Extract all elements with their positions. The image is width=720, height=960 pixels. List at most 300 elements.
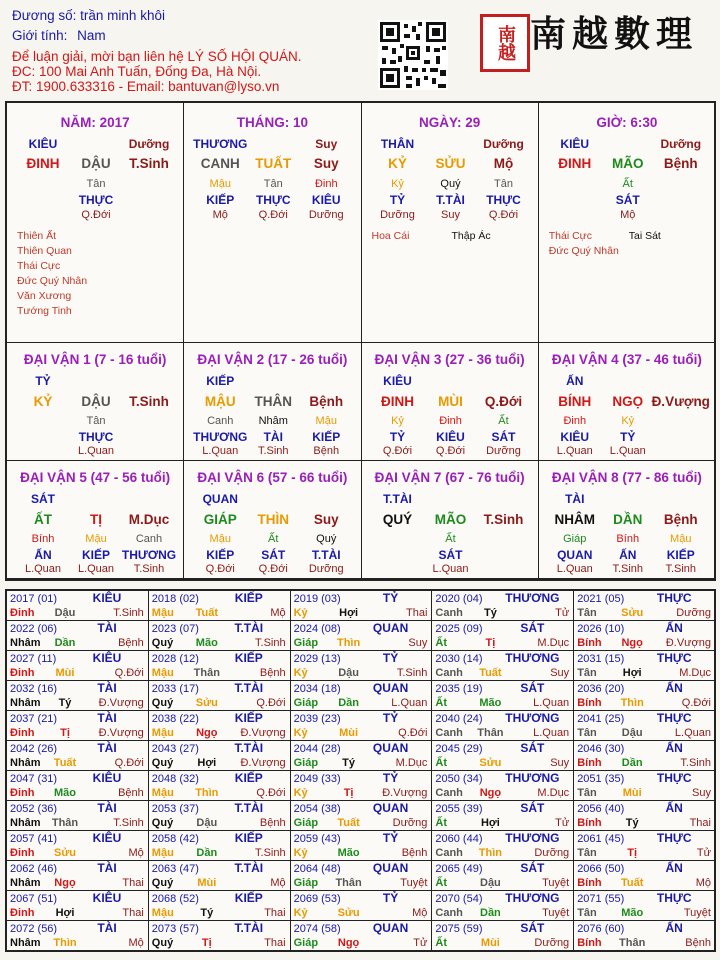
pillar-mid-text: Đ.Vượng: [651, 394, 710, 409]
pillar-sub2-text: SÁT: [615, 193, 640, 207]
seal-text: 南越: [495, 25, 516, 61]
year-ten-god: SÁT: [520, 741, 545, 755]
year-ten-god: TÀI: [97, 681, 117, 695]
year-label: 2025 (09): [435, 623, 483, 635]
year-stem: Bính: [577, 937, 602, 949]
year-stem: Kỷ: [293, 847, 308, 859]
year-life-stage: Mộ: [270, 877, 286, 889]
contact-invite: Để luận giải, mời bạn liên hệ LÝ SỐ HỘI QUÁN.: [12, 49, 302, 64]
pillar-sub3-text: Q.Đới: [205, 563, 235, 575]
year-life-stage: Thai: [689, 817, 711, 829]
year-life-stage: T.Sinh: [680, 757, 711, 769]
pillar-mid-text: M.Dục: [128, 512, 170, 527]
pillar-sub2-text: KIẾP: [206, 548, 235, 562]
year-label: 2022 (06): [10, 623, 58, 635]
pillar-sub2-text: THƯƠNG: [193, 430, 248, 444]
year-label: 2019 (03): [293, 593, 341, 605]
year-label: 2029 (13): [293, 653, 341, 665]
year-life-stage: Bệnh: [118, 787, 144, 799]
pillar-mid-text: TUẤT: [255, 156, 292, 171]
year-branch: Thân: [477, 727, 504, 739]
pillar-sub3-text: Q.Đới: [258, 563, 288, 575]
pillar-mid-text: Q.Đới: [484, 394, 523, 409]
year-branch: Hợi: [622, 667, 642, 679]
pillar-sub3-text: Suy: [441, 209, 460, 221]
year-stem: Kỷ: [293, 907, 308, 919]
year-life-stage: T.Sinh: [255, 847, 286, 859]
year-life-stage: M.Dục: [679, 667, 711, 679]
pillar-mid-text: CANH: [200, 156, 240, 171]
year-label: 2039 (23): [293, 713, 341, 725]
pillar-sub-text: Canh: [135, 533, 163, 545]
pillar-mid-text: T.Sinh: [483, 512, 524, 527]
pillar-mid-text: Bệnh: [663, 512, 698, 527]
pillar-mid-text: Suy: [313, 156, 339, 171]
pillar-mid-text: Bệnh: [309, 394, 344, 409]
year-cell: [149, 681, 291, 711]
year-life-stage: Tử: [696, 847, 711, 859]
year-branch: Sửu: [337, 907, 360, 919]
pillar-mid-text: ĐINH: [381, 394, 414, 409]
pillar-mid-text: TỊ: [90, 512, 102, 527]
year-label: 2033 (17): [151, 683, 199, 695]
year-cell: [149, 621, 291, 651]
year-cell: [432, 861, 574, 891]
year-life-stage: Đ.Vượng: [665, 637, 711, 649]
year-branch: Tuất: [195, 607, 218, 619]
pillar-mid-text: DẬU: [81, 156, 111, 171]
year-stem: Ất: [435, 637, 447, 649]
year-ten-god: KIẾP: [234, 591, 263, 605]
pillar-cell: [184, 103, 361, 343]
pillar-mid-text: T.Sinh: [129, 394, 169, 409]
year-cell: [7, 621, 149, 651]
year-cell: [291, 771, 433, 801]
year-branch: Tị: [485, 637, 496, 649]
pillar-mid-text: ĐINH: [558, 156, 592, 171]
pillar-mid-text: NGỌ: [612, 394, 644, 409]
pillar-sub3-text: Q.Đới: [435, 445, 466, 457]
year-branch: Dậu: [54, 607, 76, 619]
year-ten-god: SÁT: [520, 861, 545, 875]
year-life-stage: Đ.Vượng: [240, 727, 286, 739]
year-branch: Thân: [619, 937, 646, 949]
pillar-top-text: Dưỡng: [660, 137, 702, 151]
pillar-top-text: ẤN: [566, 374, 584, 388]
dai-van-cell: [362, 343, 539, 461]
year-ten-god: T.TÀI: [234, 861, 264, 875]
year-cell: [149, 651, 291, 681]
year-cell: [432, 831, 574, 861]
year-label: 2031 (15): [577, 653, 625, 665]
year-label: 2061 (45): [577, 833, 625, 845]
year-life-stage: M.Dục: [537, 787, 570, 799]
dai-van-cell: [184, 343, 361, 461]
year-branch: Thân: [193, 667, 220, 679]
year-stem: Quý: [151, 637, 174, 649]
year-branch: Mùi: [55, 667, 75, 679]
year-label: 2074 (58): [293, 923, 341, 935]
pillar-sub3-text: Q.Đới: [81, 209, 111, 221]
year-ten-god: TỶ: [382, 891, 399, 905]
pillar-top-text: TÀI: [565, 492, 585, 506]
pillar-sub3-text: T.Sinh: [612, 563, 644, 575]
year-label: 2047 (31): [10, 773, 58, 785]
pillar-sub-text: Đinh: [439, 415, 462, 427]
year-stem: Giáp: [293, 637, 319, 649]
year-ten-god: T.TÀI: [234, 921, 264, 935]
year-label: 2056 (40): [577, 803, 625, 815]
pillar-mid-text: Bệnh: [663, 156, 698, 171]
year-label: 2055 (39): [435, 803, 483, 815]
year-label: 2064 (48): [293, 863, 341, 875]
pillar-mid-text: KỶ: [388, 156, 407, 171]
year-ten-god: ẤN: [665, 921, 683, 935]
pillar-sub3-text: Dưỡng: [380, 209, 415, 221]
year-cell: [574, 921, 716, 951]
shen-sha-star: Đức Quý Nhân: [17, 275, 88, 287]
pillar-mid-text: MẬU: [204, 394, 236, 409]
year-life-stage: T.Sinh: [255, 637, 286, 649]
year-ten-god: KIẾP: [234, 711, 263, 725]
year-label: 2071 (55): [577, 893, 625, 905]
year-stem: Tân: [577, 787, 597, 799]
year-stem: Quý: [151, 817, 174, 829]
pillar-sub2-text: KIÊU: [311, 193, 341, 207]
year-stem: Đinh: [10, 667, 35, 679]
year-label: 2070 (54): [435, 893, 483, 905]
pillar-sub3-text: Mộ: [620, 209, 636, 221]
year-ten-god: T.TÀI: [234, 801, 264, 815]
year-cell: [149, 801, 291, 831]
year-stem: Ất: [435, 757, 447, 769]
pillar-sub2-text: THỰC: [255, 193, 291, 207]
year-cell: [432, 711, 574, 741]
year-ten-god: T.TÀI: [234, 621, 264, 635]
pillar-sub-text: Tân: [86, 415, 106, 427]
pillar-sub-text: Kỷ: [391, 415, 404, 427]
pillar-sub-text: Mậu: [85, 533, 107, 545]
year-branch: Dần: [621, 757, 643, 769]
year-branch: Tị: [201, 937, 212, 949]
year-branch: Tuất: [53, 757, 77, 769]
year-label: 2046 (30): [577, 743, 625, 755]
pillar-sub2-text: T.TÀI: [311, 548, 341, 562]
year-label: 2066 (50): [577, 863, 625, 875]
pillar-top-text: THÂN: [380, 137, 415, 151]
year-label: 2026 (10): [577, 623, 625, 635]
year-branch: Mão: [54, 787, 76, 799]
gender-label: Giới tính:: [12, 28, 68, 43]
year-stem: Tân: [577, 607, 597, 619]
year-ten-god: KIÊU: [92, 591, 122, 605]
year-branch: Tý: [342, 757, 356, 769]
year-branch: Hợi: [55, 907, 75, 919]
pillar-cell: [539, 103, 716, 343]
year-branch: Tị: [627, 847, 638, 859]
phone-email-line[interactable]: ĐT: 1900.633316 - Email: bantuvan@lyso.vn: [12, 79, 280, 94]
pillar-sub2-text: TÀI: [263, 430, 283, 444]
year-stem: Đinh: [10, 847, 35, 859]
year-branch: Mùi: [622, 787, 642, 799]
year-cell: [7, 921, 149, 951]
pillar-sub-text: Mậu: [670, 533, 692, 545]
year-life-stage: L.Quan: [533, 727, 570, 739]
year-branch: Mão: [621, 907, 644, 919]
year-branch: Sửu: [53, 847, 77, 859]
year-branch: Hợi: [197, 757, 217, 769]
year-label: 2027 (11): [10, 653, 57, 665]
year-ten-god: SÁT: [520, 681, 545, 695]
year-life-stage: Bệnh: [259, 667, 286, 679]
year-branch: Thìn: [53, 937, 77, 949]
year-ten-god: THỰC: [656, 651, 692, 665]
year-ten-god: QUAN: [372, 801, 409, 815]
year-cell: [432, 771, 574, 801]
year-cell: [149, 891, 291, 921]
year-ten-god: THƯƠNG: [505, 771, 560, 785]
pillar-mid-text: MÃO: [612, 156, 644, 171]
year-cell: [291, 621, 433, 651]
year-branch: Ngọ: [337, 937, 360, 949]
year-stem: Ất: [435, 937, 447, 949]
year-life-stage: T.Sinh: [113, 607, 144, 619]
year-label: 2032 (16): [10, 683, 58, 695]
year-branch: Mùi: [480, 937, 500, 949]
pillar-sub2-text: THỰC: [78, 193, 114, 207]
year-branch: Sửu: [621, 607, 644, 619]
year-label: 2049 (33): [293, 773, 341, 785]
pillar-sub2-text: KIẾP: [312, 430, 341, 444]
year-ten-god: T.TÀI: [234, 741, 264, 755]
dai-van-cell: [7, 461, 184, 579]
year-label: 2060 (44): [435, 833, 483, 845]
year-cell: [432, 621, 574, 651]
pillar-sub3-text: L.Quan: [77, 563, 115, 575]
year-label: 2053 (37): [151, 803, 199, 815]
year-label: 2058 (42): [151, 833, 199, 845]
cell-title: ĐẠI VẬN 8 (77 - 86 tuổi): [551, 470, 702, 485]
year-stem: Mậu: [151, 907, 174, 919]
year-branch: Thân: [335, 877, 362, 889]
year-stem: Giáp: [293, 937, 319, 949]
year-ten-god: TỶ: [382, 771, 399, 785]
pillar-mid-text: ĐINH: [26, 156, 60, 171]
year-cell: [432, 891, 574, 921]
year-stem: Nhâm: [10, 877, 41, 889]
year-ten-god: SÁT: [520, 921, 545, 935]
year-label: 2036 (20): [577, 683, 625, 695]
year-branch: Thìn: [195, 787, 219, 799]
pillar-top-text: T.TÀI: [383, 492, 412, 506]
year-life-stage: Bệnh: [685, 937, 711, 949]
year-ten-god: THỰC: [656, 831, 692, 845]
year-life-stage: Mộ: [128, 847, 144, 859]
shen-sha-star: Tai Sát: [628, 230, 661, 242]
year-label: 2073 (57): [151, 923, 199, 935]
year-cell: [432, 651, 574, 681]
pillar-mid-text: DẦN: [613, 512, 643, 527]
year-life-stage: Tử: [555, 607, 570, 619]
year-life-stage: Bệnh: [118, 637, 144, 649]
year-life-stage: Thai: [122, 907, 144, 919]
year-ten-god: KIÊU: [92, 651, 122, 665]
pillar-sub-text: Tân: [494, 178, 513, 190]
pillar-sub2-text: TỶ: [389, 193, 406, 207]
year-cell: [7, 591, 149, 621]
pillar-sub-text: Ất: [268, 533, 279, 545]
year-life-stage: Q.Đới: [398, 727, 428, 739]
year-stem: Giáp: [293, 757, 319, 769]
year-label: 2023 (07): [151, 623, 199, 635]
year-label: 2017 (01): [10, 593, 58, 605]
year-life-stage: Mộ: [270, 607, 286, 619]
year-cell: [432, 591, 574, 621]
year-ten-god: QUAN: [372, 861, 409, 875]
year-life-stage: Dưỡng: [392, 817, 428, 829]
pillar-sub3-text: L.Quan: [24, 563, 62, 575]
year-cell: [574, 831, 716, 861]
pillar-sub2-text: ẤN: [34, 548, 52, 562]
year-branch: Thìn: [336, 637, 361, 649]
year-stem: Nhâm: [10, 937, 41, 949]
year-label: 2072 (56): [10, 923, 58, 935]
year-ten-god: QUAN: [372, 741, 409, 755]
year-ten-god: THƯƠNG: [505, 831, 560, 845]
year-stem: Kỷ: [293, 727, 308, 739]
year-life-stage: Thai: [264, 907, 286, 919]
pillar-sub-text: Quý: [316, 533, 337, 545]
cell-title: ĐẠI VẬN 4 (37 - 46 tuổi): [551, 352, 702, 367]
year-life-stage: Thai: [264, 937, 286, 949]
year-cell: [432, 801, 574, 831]
year-ten-god: ẤN: [665, 741, 683, 755]
qr-code-icon[interactable]: [378, 20, 448, 90]
year-life-stage: Suy: [550, 757, 570, 769]
year-label: 2069 (53): [293, 893, 341, 905]
dai-van-cell: [7, 343, 184, 461]
pillar-sub2-text: QUAN: [557, 548, 593, 562]
pillar-sub2-text: THỰC: [486, 193, 521, 207]
year-life-stage: Đ.Vượng: [98, 727, 144, 739]
year-ten-god: SÁT: [520, 801, 545, 815]
year-cell: [7, 801, 149, 831]
year-stem: Bính: [577, 697, 602, 709]
dai-van-cell: [362, 461, 539, 579]
pillar-sub3-text: Dưỡng: [486, 445, 521, 457]
year-branch: Tị: [60, 727, 70, 739]
brand-logo: 南越數理: [530, 13, 699, 55]
dai-van-cell: [539, 343, 716, 461]
cell-title: ĐẠI VẬN 7 (67 - 76 tuổi): [374, 470, 525, 485]
pillar-mid-text: ẤT: [34, 512, 52, 527]
year-cell: [432, 681, 574, 711]
shen-sha-star: Thái Cực: [548, 230, 592, 242]
year-ten-god: THƯƠNG: [505, 711, 560, 725]
year-branch: Dậu: [338, 667, 359, 679]
pillar-sub3-text: L.Quan: [432, 563, 469, 575]
header: [0, 0, 720, 100]
year-stem: Canh: [435, 607, 463, 619]
year-ten-god: KIẾP: [234, 891, 263, 905]
year-stem: Mậu: [151, 607, 174, 619]
shen-sha-star: Hoa Cái: [371, 230, 410, 242]
year-branch: Mão: [337, 847, 360, 859]
pillar-sub-text: Kỷ: [621, 415, 635, 427]
year-ten-god: TÀI: [97, 801, 117, 815]
year-branch: Tuất: [479, 667, 502, 679]
pillar-sub-text: Đinh: [314, 178, 338, 190]
pillar-sub-text: Ất: [445, 533, 456, 545]
year-branch: Mùi: [197, 877, 217, 889]
pillar-sub3-text: Dưỡng: [308, 209, 344, 221]
year-ten-god: T.TÀI: [234, 681, 264, 695]
pillar-sub-text: Canh: [207, 415, 234, 427]
pillar-sub3-text: Q.Đới: [488, 209, 519, 221]
year-label: 2044 (28): [293, 743, 341, 755]
year-ten-god: ẤN: [665, 801, 683, 815]
year-ten-god: ẤN: [665, 681, 683, 695]
year-branch: Mùi: [339, 727, 359, 739]
year-ten-god: KIÊU: [92, 891, 122, 905]
year-stem: Mậu: [151, 787, 174, 799]
year-stem: Quý: [151, 697, 174, 709]
year-cell: [291, 861, 433, 891]
year-stem: Đinh: [10, 787, 35, 799]
year-stem: Ất: [435, 697, 447, 709]
year-branch: Ngọ: [54, 877, 76, 889]
pillar-top-text: KIẾP: [206, 374, 235, 388]
pillar-sub2-text: THỰC: [78, 430, 114, 444]
year-stem: Đinh: [10, 907, 35, 919]
pillar-top-text: SÁT: [31, 492, 55, 506]
year-ten-god: KIẾP: [234, 651, 263, 665]
year-cell: [291, 891, 433, 921]
year-ten-god: SÁT: [520, 621, 545, 635]
year-branch: Hợi: [480, 817, 500, 829]
pillar-top-text: KIÊU: [28, 137, 58, 151]
year-cell: [291, 651, 433, 681]
year-life-stage: L.Quan: [533, 697, 570, 709]
year-cell: [574, 711, 716, 741]
year-branch: Dậu: [480, 877, 501, 889]
year-branch: Ngọ: [196, 727, 218, 739]
year-ten-god: QUAN: [372, 621, 409, 635]
pillar-mid-text: SỬU: [435, 156, 466, 171]
year-branch: Dần: [196, 847, 218, 859]
year-branch: Ngọ: [479, 787, 502, 799]
shen-sha-star: Tướng Tinh: [17, 305, 72, 317]
year-branch: Tuất: [620, 877, 644, 889]
year-stem: Canh: [435, 847, 463, 859]
pillar-sub-text: Ất: [498, 415, 509, 427]
pillar-sub3-text: L.Quan: [77, 445, 115, 457]
year-ten-god: TỶ: [382, 651, 399, 665]
pillar-sub3-text: L.Quan: [556, 563, 593, 575]
year-cell: [291, 711, 433, 741]
year-ten-god: TỶ: [382, 831, 399, 845]
year-label: 2052 (36): [10, 803, 58, 815]
year-stem: Bính: [577, 637, 602, 649]
pillar-mid-text: NHÂM: [554, 512, 595, 527]
year-cell: [7, 681, 149, 711]
year-cell: [7, 891, 149, 921]
year-label: 2048 (32): [151, 773, 199, 785]
year-stem: Kỷ: [293, 607, 308, 619]
pillar-sub2-text: TỶ: [620, 430, 636, 444]
year-stem: Nhâm: [10, 757, 41, 769]
year-life-stage: Thai: [405, 607, 428, 619]
